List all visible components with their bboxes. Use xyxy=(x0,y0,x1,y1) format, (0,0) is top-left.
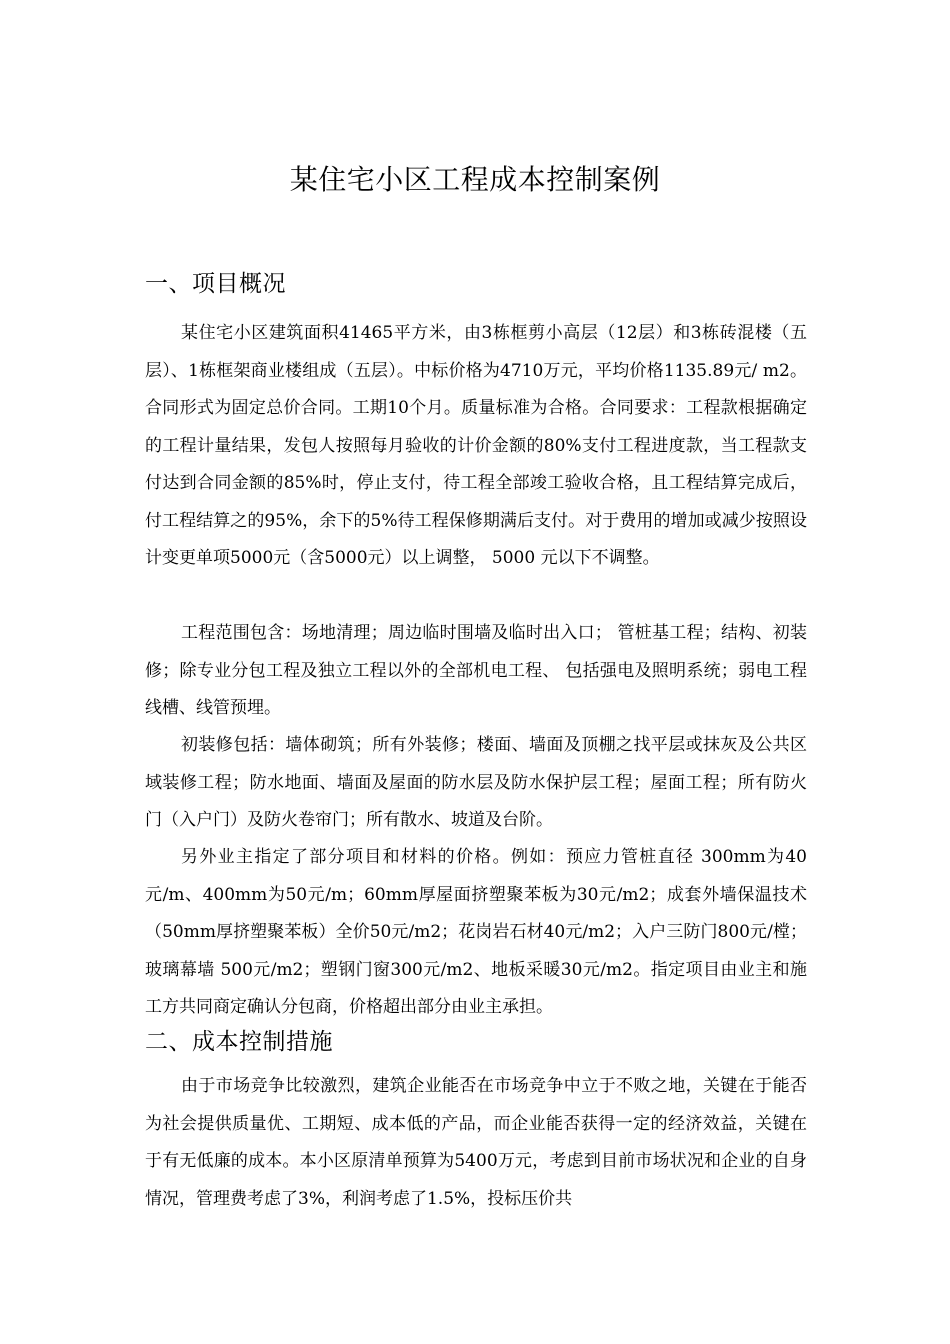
paragraph-work-scope: 工程范围包含：场地清理；周边临时围墙及临时出入口； 管桩基工程；结构、初装修；除专业分包工程及独立工程以外的全部机电工程、 包括强电及照明系统；弱电工程线槽、线管预埋。 xyxy=(145,623,807,718)
paragraph-project-summary: 某住宅小区建筑面积41465平方米，由3栋框剪小高层（12层）和3栋砖混楼（五层）、1栋框架商业楼组成（五层）。中标价格为4710万元，平均价格1135.89元/ m2。合同形式为固定总价合同。工期10个月。质量标准为合格。合同要求：工程款根据确定的工程计量结果，发包人按照每月验收的计价金额的80%支付工程进度款，当工程款支付达到合同金额的85%时，停止支付，待工程全部竣工验收合格，且工程结算完成后，付工程结算之的95%，余下的5%待工程保修期满后支付。对于费用的增加或减少按照设计变更单项5000元（含5000元）以上调整， 5000 元以下不调整。 xyxy=(145,323,807,568)
paragraph-initial-decoration: 初装修包括：墙体砌筑；所有外装修；楼面、墙面及顶棚之找平层或抹灰及公共区域装修工程；防水地面、墙面及屋面的防水层及防水保护层工程；屋面工程；所有防火门（入户门）及防火卷帘门；所有散水、坡道及台阶。 xyxy=(145,735,807,830)
section-heading-overview: 一、项目概况 xyxy=(145,271,286,297)
document-title: 某住宅小区工程成本控制案例 xyxy=(289,163,661,196)
paragraph-cost-control-intro: 由于市场竞争比较激烈，建筑企业能否在市场竞争中立于不败之地，关键在于能否为社会提供质量优、工期短、成本低的产品，而企业能否获得一定的经济效益，关键在于有无低廉的成本。本小区原清单预算为5400万元，考虑到目前市场状况和企业的自身情况，管理费考虑了3%，利润考虑了1.5%，投标压价共 xyxy=(145,1076,807,1209)
paragraph-owner-specified-prices: 另外业主指定了部分项目和材料的价格。例如：预应力管桩直径 300mm为40元/m、400mm为50元/m；60mm厚屋面挤塑聚苯板为30元/m2；成套外墙保温技术（50mm厚挤塑聚苯板）全价50元/m2；花岗岩石材40元/m2；入户三防门800元/樘；玻璃幕墙 500元/m2；塑钢门窗300元/m2、地板采暖30元/m2。指定项目由业主和施工方共同商定确认分包商，价格超出部分由业主承担。 xyxy=(145,847,807,1017)
section-heading-cost-control: 二、成本控制措施 xyxy=(145,1029,333,1055)
